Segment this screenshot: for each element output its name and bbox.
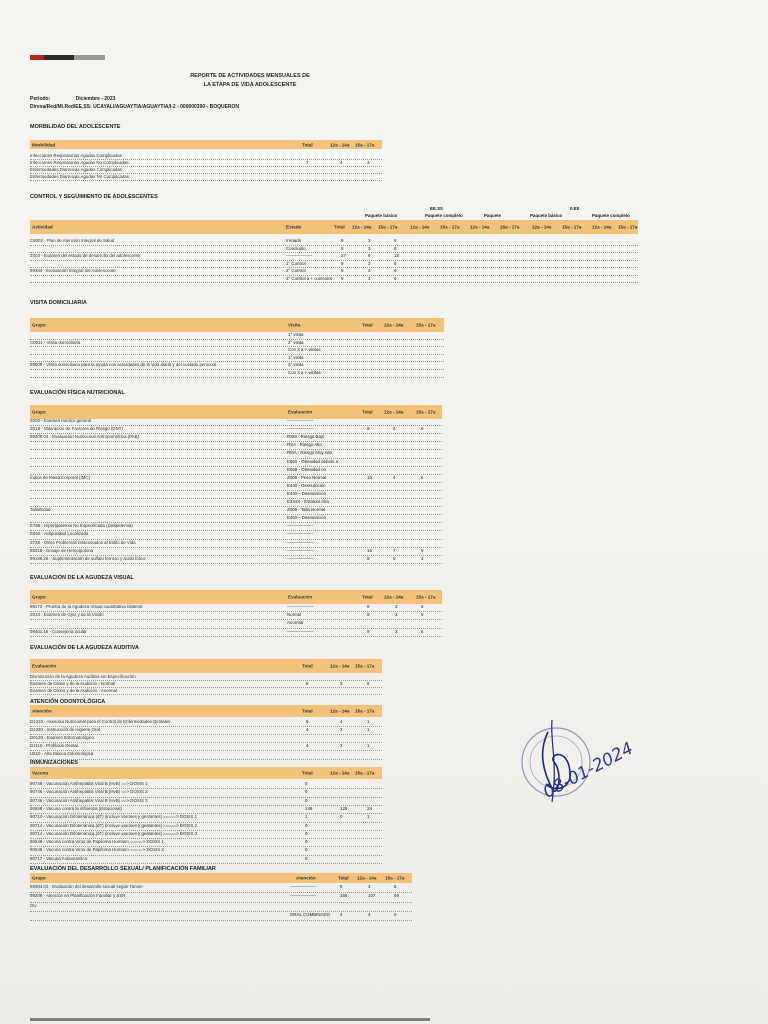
table-row-label: 99199.26 - Suplementación de sulfato ferroso y ácido fólico bbox=[30, 555, 146, 561]
table-cell: 6 bbox=[394, 238, 397, 243]
row-divider bbox=[30, 458, 442, 459]
table-cell: RSA - Riesgo Alto bbox=[287, 442, 322, 448]
table-row-label: 99173 - Prueba de la Agudeza Visual cuantitativa bilateral bbox=[30, 604, 143, 609]
table-row-label: Enfermedades Diarreicas Agudas No Complicadas bbox=[30, 174, 129, 179]
table-cell: 1° Control bbox=[286, 260, 306, 266]
table-row-label: 90746 - Vacunación Antihepatitis Viral B (HvB) ==> DOSIS 3 bbox=[30, 797, 148, 803]
table-cell: 3 bbox=[395, 612, 398, 618]
header-cell: Estado bbox=[286, 224, 302, 230]
sub-header: Paquete bbox=[484, 213, 502, 218]
table-cell: ------------------ bbox=[290, 884, 317, 889]
header-cell: 12a - 14a bbox=[352, 224, 372, 230]
header-cell: Atención bbox=[32, 708, 52, 714]
table-cell: 9 bbox=[341, 245, 344, 251]
header-cell: 15a - 17a bbox=[416, 594, 436, 600]
row-divider bbox=[30, 466, 442, 467]
table-cell: 4 bbox=[340, 911, 343, 917]
row-divider bbox=[30, 474, 442, 475]
header-cell: 12a - 14a bbox=[357, 875, 377, 881]
row-divider bbox=[30, 180, 382, 181]
table-cell: ------------------ bbox=[290, 893, 317, 899]
section-title: EVALUACIÓN DE LA AGUDEZA AUDITIVA bbox=[30, 645, 139, 651]
table-cell: RMA - Riesgo Muy Alto bbox=[287, 450, 333, 456]
table-cell: 9 bbox=[306, 681, 309, 686]
table-cell: 125 bbox=[340, 805, 348, 811]
row-divider bbox=[30, 619, 442, 620]
header-cell: 12a - 14a bbox=[384, 409, 404, 415]
table-cell: 9 bbox=[421, 547, 424, 553]
row-divider bbox=[30, 339, 444, 340]
header-cell: Total bbox=[302, 142, 313, 147]
table-cell: Iniciado bbox=[286, 238, 302, 243]
table-cell: 6 bbox=[421, 612, 424, 618]
header-cell: Total bbox=[302, 663, 313, 669]
table-cell: 5 bbox=[306, 719, 309, 724]
table-cell: ------------------ bbox=[287, 523, 314, 529]
table-cell: 0 bbox=[305, 839, 308, 845]
table-header bbox=[30, 405, 442, 419]
table-cell: 3 bbox=[340, 727, 343, 733]
table-cell: 9 bbox=[341, 260, 344, 266]
table-cell: 16 bbox=[367, 547, 372, 553]
row-divider bbox=[30, 636, 442, 637]
row-divider bbox=[30, 920, 412, 921]
table-row-label: 90746 - Vacunación Antihepatitis Viral B (HvB) ==> DOSIS 1 bbox=[30, 781, 148, 786]
table-cell: 107 bbox=[368, 893, 376, 899]
table-cell: Concluido bbox=[286, 245, 306, 251]
table-cell: 9 bbox=[367, 555, 370, 561]
table-row-label: OU bbox=[30, 902, 37, 908]
table-row-label: Z019 - Valoración de Factores de Riesgo (DNT) bbox=[30, 426, 123, 432]
table-cell: 6 bbox=[394, 275, 397, 281]
header-cell: Total bbox=[302, 770, 313, 776]
header-cell: 15a - 17a bbox=[440, 224, 460, 230]
table-cell: ------------------ bbox=[287, 539, 314, 545]
header-cell: Grupo bbox=[32, 594, 46, 600]
header-cell: 15a - 17a bbox=[355, 663, 375, 669]
table-row-label: 90658 - Vacuna contra la influenza (Estacional) bbox=[30, 805, 122, 811]
table-cell: 6 bbox=[394, 245, 397, 251]
table-row-label: Índice de Masa Corporal (IMC) bbox=[30, 474, 91, 480]
table-cell: 4 bbox=[340, 719, 343, 724]
table-row-label: Talla/Edad bbox=[30, 507, 51, 513]
table-cell: ------------------ bbox=[287, 426, 314, 432]
table-row-label: Infecciones Respiratorias Agudas Complicadas bbox=[30, 153, 122, 158]
header-cell: 12a - 14a bbox=[384, 594, 404, 600]
table-cell: E43X - Desnutrición bbox=[287, 490, 327, 496]
header-cell: Grupo bbox=[32, 322, 46, 328]
table-cell: 9 bbox=[341, 268, 344, 273]
header-cell: Evaluación bbox=[288, 594, 313, 600]
table-row-label: D0120 - Examen Estomatológico bbox=[30, 735, 95, 741]
table-cell: 0 bbox=[305, 781, 308, 786]
table-header bbox=[30, 220, 638, 234]
table-cell: 7 bbox=[306, 160, 309, 165]
table-cell: 7 bbox=[393, 547, 396, 553]
table-cell: 3 bbox=[368, 238, 371, 243]
row-divider bbox=[30, 902, 412, 903]
table-cell: 6 bbox=[394, 884, 397, 889]
table-cell: 3 bbox=[395, 628, 398, 634]
table-cell: 1° visita bbox=[288, 332, 304, 337]
row-divider bbox=[30, 267, 638, 268]
table-cell: 6 bbox=[394, 268, 397, 273]
row-divider bbox=[30, 377, 444, 378]
logo bbox=[30, 55, 105, 60]
table-cell: E669 - Obesidad no bbox=[287, 466, 327, 472]
row-divider bbox=[30, 863, 382, 864]
periodo bbox=[30, 96, 115, 102]
table-row-label: D1330 - Instrucción de Higiene Oral bbox=[30, 727, 100, 733]
table-cell: 0 bbox=[305, 855, 308, 861]
header-cell: Total bbox=[362, 594, 373, 600]
table-cell: 0 bbox=[305, 789, 308, 795]
header-cell: Evaluación bbox=[288, 409, 313, 415]
table-cell: 2° visita bbox=[288, 339, 304, 345]
table-cell: 9 bbox=[341, 275, 344, 281]
title-line-2: LA ETAPA DE VIDA ADOLESCENTE bbox=[203, 82, 297, 88]
header-cell: Evaluación bbox=[32, 663, 57, 669]
row-divider bbox=[30, 346, 444, 347]
table-header bbox=[30, 659, 382, 673]
table-cell: 3 bbox=[368, 275, 371, 281]
table-cell: E344X - Estatura Alta bbox=[287, 499, 329, 504]
periodo-label: Periodo: bbox=[30, 96, 51, 102]
table-row-label: 99401.16 - Consejería ocular bbox=[30, 628, 87, 634]
table-row-label: Z010 - Examen de Ojos y de la Visión bbox=[30, 612, 104, 618]
row-divider bbox=[30, 482, 442, 483]
table-cell: 3° Control a + controles bbox=[286, 275, 333, 281]
table-row-label: 99208 - Atención en Planificación Familiar y SSR bbox=[30, 893, 126, 899]
table-cell: 4 bbox=[340, 160, 343, 165]
row-divider bbox=[30, 441, 442, 442]
table-cell: Con 3 a + visitas bbox=[288, 370, 321, 375]
table-cell: 3 bbox=[340, 681, 343, 686]
table-header bbox=[30, 140, 382, 149]
row-divider bbox=[30, 628, 442, 629]
report-title bbox=[0, 72, 500, 90]
table-cell: 9 bbox=[340, 884, 343, 889]
table-cell: 5 bbox=[393, 555, 396, 561]
table-cell: 6 bbox=[421, 426, 424, 432]
table-row-label: Enfermedades Diarreicas Agudas Complicadas bbox=[30, 167, 123, 172]
header-cell: Total bbox=[338, 875, 349, 881]
header-cell: 12a - 14a bbox=[330, 142, 350, 147]
row-divider bbox=[30, 759, 382, 760]
sub-header: Paquete completo bbox=[425, 213, 463, 218]
row-divider bbox=[30, 514, 442, 515]
table-cell: Con 3 a + visitas bbox=[288, 347, 321, 353]
header-cell: 15a - 17a bbox=[500, 224, 520, 230]
table-row-label: 90649 - Vacuna contra Virus de Papiloma Humano =====> DOSIS 2 bbox=[30, 847, 164, 853]
table-cell: ------------------ bbox=[287, 628, 314, 634]
row-divider bbox=[30, 694, 382, 695]
header-cell: 12a - 14a bbox=[592, 224, 612, 230]
header-cell: 12a - 14a bbox=[330, 663, 350, 669]
table-cell: 0 bbox=[340, 814, 343, 820]
header-cell: 15a - 17a bbox=[355, 770, 375, 776]
table-cell: 6 bbox=[394, 260, 397, 266]
table-row-label: Examen de Oídos y de la Audición - Anormal bbox=[30, 688, 118, 693]
table-cell: 3 bbox=[395, 604, 398, 609]
table-cell: ------------------ bbox=[287, 547, 314, 553]
header-cell: 12a - 14a bbox=[330, 770, 350, 776]
row-divider bbox=[30, 490, 442, 491]
table-cell: Anormal bbox=[287, 620, 304, 626]
table-cell: 1 bbox=[367, 727, 370, 733]
table-row-label: Z720 - Otros Problemas relacionados al Estilo de Vida bbox=[30, 539, 136, 545]
header-cell: Atención bbox=[296, 875, 316, 881]
table-cell: ------------------ bbox=[287, 531, 314, 537]
table-cell: Normal bbox=[287, 612, 302, 618]
table-cell: 9 bbox=[368, 253, 371, 258]
table-cell: 0 bbox=[305, 797, 308, 803]
header-cell: 15a - 17a bbox=[385, 875, 405, 881]
table-cell: 3 bbox=[340, 743, 343, 749]
table-cell: 3 bbox=[368, 884, 371, 889]
table-cell: 18 bbox=[394, 253, 399, 258]
table-header bbox=[30, 873, 412, 883]
header-cell: 15a - 17a bbox=[416, 322, 436, 328]
table-cell: 6 bbox=[421, 628, 424, 634]
table-cell: 3 bbox=[368, 245, 371, 251]
periodo-value: Diciembre - 2023 bbox=[75, 96, 116, 102]
section-title: CONTROL Y SEGUIMIENTO DE ADOLESCENTES bbox=[30, 194, 158, 200]
table-cell: Z006 - Talla Normal bbox=[287, 507, 326, 513]
row-divider bbox=[30, 742, 382, 743]
header-cell: Grupo bbox=[32, 409, 46, 415]
header-cell: 12a - 14a bbox=[384, 322, 404, 328]
header-cell: 12a - 14a bbox=[410, 224, 430, 230]
table-cell: Z006 - Peso Normal bbox=[287, 474, 327, 480]
table-cell: 4 bbox=[306, 727, 309, 733]
section-title: VISITA DOMICILIARIA bbox=[30, 300, 87, 306]
table-header bbox=[30, 767, 382, 779]
table-cell: ------------------ bbox=[286, 253, 313, 258]
table-row-label: 90714 - Vacunación Difoteriánica (dT) (incluye varones y gestantes) =====> DOSIS 2 bbox=[30, 822, 198, 828]
group-label-iiee: II.EE bbox=[570, 206, 580, 211]
table-cell: 24 bbox=[367, 805, 372, 811]
header-cell: 15a - 17a bbox=[416, 409, 436, 415]
table-header bbox=[30, 705, 382, 717]
row-divider bbox=[30, 530, 442, 531]
table-cell: 3 bbox=[368, 260, 371, 266]
sub-header: Paquete completo bbox=[592, 213, 630, 218]
table-row-label: 90746 - Vacunación Antihepatitis Viral B (HvB) ==> DOSIS 2 bbox=[30, 789, 148, 795]
table-row-label: D1110 - Profilaxis Dental bbox=[30, 743, 78, 749]
bottom-edge bbox=[30, 1018, 430, 1021]
section-title: EVALUACIÓN DE LA AGUDEZA VISUAL bbox=[30, 575, 134, 581]
table-cell: 9 bbox=[367, 628, 370, 634]
table-row-label: U510 - Alta Básica Odontológica bbox=[30, 751, 94, 757]
header-cell: Morbilidad bbox=[32, 142, 56, 147]
row-divider bbox=[30, 498, 442, 499]
row-divider bbox=[30, 354, 444, 355]
table-cell: E440 - Desnutrición bbox=[287, 482, 326, 488]
header-cell: 15a - 17a bbox=[378, 224, 398, 230]
row-divider bbox=[30, 449, 442, 450]
table-cell: 0 bbox=[394, 911, 397, 917]
table-row-label: 99384.02 - Evaluación del desarrollo sexual según Tanner bbox=[30, 884, 143, 889]
table-cell: 1 bbox=[305, 814, 308, 820]
row-divider bbox=[30, 275, 638, 276]
table-row-label: C8002 - Plan de Atención Integral de Salud bbox=[30, 238, 115, 243]
section-title: INMUNIZACIONES bbox=[30, 760, 78, 766]
table-cell: 6 bbox=[421, 604, 424, 609]
table-cell: 1 bbox=[367, 743, 370, 749]
group-label-eess: EE.SS bbox=[430, 206, 443, 211]
table-cell: 1 bbox=[367, 814, 370, 820]
table-cell: 9 bbox=[367, 604, 370, 609]
table-row-label: Z003 - Examen del estado de desarrollo del adolescente bbox=[30, 253, 141, 258]
table-cell: E45X - Desnutrición bbox=[287, 515, 327, 521]
header-cell: Total bbox=[334, 224, 345, 230]
table-row-label: C0011 - Visita domiciliaria bbox=[30, 339, 81, 345]
table-cell: 2° Control bbox=[286, 268, 306, 273]
table-row-label: 85018 - Dosaje de Hemoglobina bbox=[30, 547, 93, 553]
section-title: EVALUACIÓN DEL DESARROLLO SEXUAL/ PLANIFICACIÓN FAMILIAR bbox=[30, 866, 216, 872]
table-row-label: 99509 - Visita domiciliaria para la ayuda con actividades de la vida diaria y del cuidado personal bbox=[30, 362, 217, 368]
table-row-label: 90714 - Vacunación Difoteriánica (dT) (incluye varones y gestantes) =====> DOSIS 1 bbox=[30, 814, 198, 820]
table-cell: 166 bbox=[340, 893, 348, 899]
table-cell: ------------------ bbox=[287, 604, 314, 609]
table-cell: 3 bbox=[367, 160, 370, 165]
table-row-label: 99209.04 - Evaluación Nutricional Antropometrica (PAB) bbox=[30, 434, 140, 440]
header-cell: Vacuna bbox=[32, 770, 49, 776]
table-cell: 59 bbox=[394, 893, 399, 899]
header-cell: 15a - 17a bbox=[355, 708, 375, 714]
table-row-label: E65X - Adiposidad Localizada bbox=[30, 531, 89, 537]
title-line-1: REPORTE DE ACTIVIDADES MENSUALES DE bbox=[190, 73, 310, 79]
table-row-label: E785 - Hiperlipidemia No Especificada (Dislipidemia) bbox=[30, 523, 133, 529]
table-cell: 4 bbox=[368, 911, 371, 917]
table-cell: 3 bbox=[368, 268, 371, 273]
table-row-label: Infecciones Respiratorias Agudas No Complicadas bbox=[30, 160, 129, 165]
table-cell: 0 bbox=[305, 847, 308, 853]
sub-header: Paquete básico bbox=[365, 213, 398, 218]
table-cell: 3 bbox=[393, 426, 396, 432]
row-divider bbox=[30, 506, 442, 507]
table-cell: 4 bbox=[421, 555, 424, 561]
section-title: EVALUACIÓN FÍSICA NUTRICIONAL bbox=[30, 390, 125, 396]
section-title: ATENCIÓN ODONTOLÓGICA bbox=[30, 699, 106, 705]
table-row-label: 90717 - Vacuna Antiamarílica bbox=[30, 855, 88, 861]
signature-date: 08-01-2024 bbox=[540, 738, 637, 803]
table-cell: 149 bbox=[305, 805, 313, 811]
header-cell: 15a - 17a bbox=[618, 224, 638, 230]
table-cell: 4 bbox=[306, 743, 309, 749]
header-cell: Total bbox=[362, 322, 373, 328]
header-cell: 12a - 14a bbox=[330, 708, 350, 714]
table-cell: ------------------ bbox=[287, 418, 314, 423]
header-cell: 12a - 14a bbox=[532, 224, 552, 230]
table-row-label: Examen de Oídos y de la Audición - Normal bbox=[30, 681, 116, 686]
row-divider bbox=[30, 563, 442, 564]
table-row-label: D1310 - Asesoría Nutricional para el Control de Enfermedades Dentales bbox=[30, 719, 171, 724]
row-divider bbox=[30, 369, 444, 370]
table-cell: 9 bbox=[367, 426, 370, 432]
table-cell: 0 bbox=[305, 830, 308, 836]
table-cell: 6 bbox=[421, 474, 424, 480]
row-divider bbox=[30, 260, 638, 261]
table-cell: 27 bbox=[341, 253, 346, 258]
table-row-label: Z000 - Examen médico general bbox=[30, 418, 92, 423]
table-cell: 1 bbox=[367, 719, 370, 724]
table-cell: 0 bbox=[305, 822, 308, 828]
row-divider bbox=[30, 245, 638, 246]
header-cell: Total bbox=[362, 409, 373, 415]
table-row-label: Disminución de la Agudeza Auditiva sin Especificación bbox=[30, 674, 136, 679]
table-cell: 4 bbox=[393, 474, 396, 480]
row-divider bbox=[30, 282, 638, 283]
table-row-label: 90714 - Vacunación Difoteriánica (dT) (incluye varones y gestantes) =====> DOSIS 3 bbox=[30, 830, 198, 836]
table-header bbox=[30, 590, 442, 604]
table-cell: 6 bbox=[367, 681, 370, 686]
header-cell: 15a - 17a bbox=[355, 142, 375, 147]
header-cell: 15a - 17a bbox=[562, 224, 582, 230]
table-cell: ORAL COMBINADO bbox=[290, 911, 331, 917]
table-header bbox=[30, 318, 444, 332]
table-cell: E660 - Obesidad debido a bbox=[287, 458, 339, 464]
table-row-label: 99384 - Evaluación Integral del Adolescente bbox=[30, 268, 116, 273]
section-title: MORBILIDAD DEL ADOLESCENTE bbox=[30, 124, 121, 130]
header-cell: Grupo bbox=[32, 875, 46, 881]
header-cell: Actividad bbox=[32, 224, 53, 230]
header-cell: Visita bbox=[288, 322, 301, 328]
table-cell: RSM - Riesgo Bajo bbox=[287, 434, 325, 440]
header-cell: Total bbox=[302, 708, 313, 714]
row-divider bbox=[30, 911, 412, 912]
table-row-label: 90649 - Vacuna contra Virus de Papiloma Humano =====> DOSIS 1 bbox=[30, 839, 164, 845]
diresa-line: Diresa/Red/Mi.Red/EE.SS: UCAYALI/AGUAYTIA/AGUAYTIA/I-2 - 000000390 - BOQUERON bbox=[30, 104, 240, 110]
header-cell: 12a - 14a bbox=[470, 224, 490, 230]
table-cell: ------------------ bbox=[287, 555, 314, 561]
table-cell: 2° visita bbox=[288, 362, 304, 368]
table-cell: 9 bbox=[367, 612, 370, 618]
table-cell: 9 bbox=[341, 238, 344, 243]
table-cell: 10 bbox=[367, 474, 372, 480]
sub-header: Paquete básico bbox=[530, 213, 563, 218]
table-cell: 1° visita bbox=[288, 354, 304, 360]
